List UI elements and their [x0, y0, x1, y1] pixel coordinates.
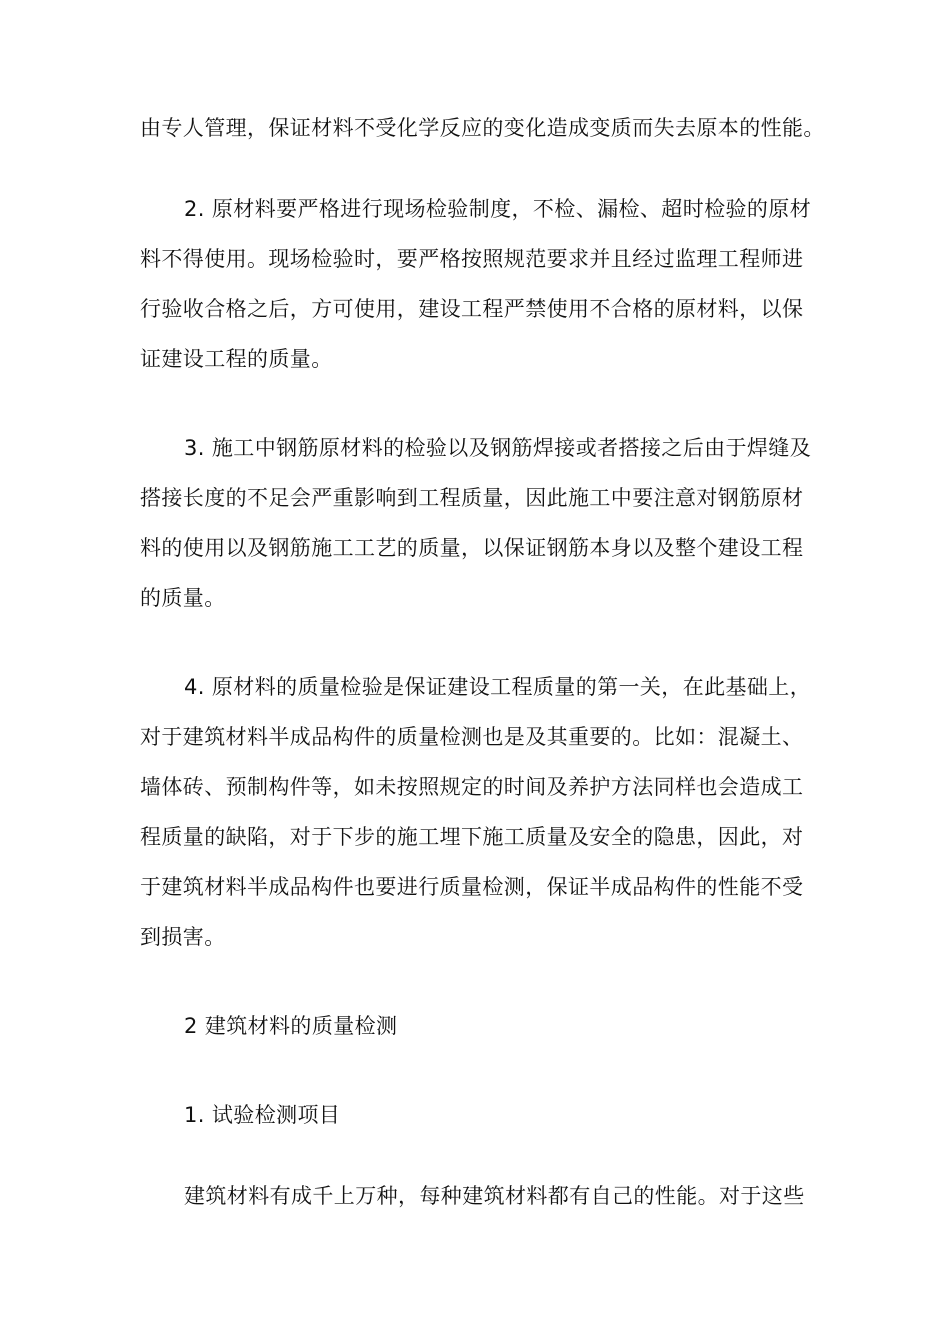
text-line: 料的使用以及钢筋施工工艺的质量，以保证钢筋本身以及整个建设工程	[140, 536, 804, 560]
section-heading: 2 建筑材料的质量检测	[184, 1014, 398, 1038]
text-line: 行验收合格之后，方可使用，建设工程严禁使用不合格的原材料，以保	[140, 297, 804, 321]
text-line: 由专人管理，保证材料不受化学反应的变化造成变质而失去原本的性能。	[140, 116, 825, 140]
text-line: 的质量。	[140, 586, 226, 610]
subsection-heading: 1. 试验检测项目	[184, 1103, 341, 1127]
paragraph-start-line: 建筑材料有成千上万种，每种建筑材料都有自己的性能。对于这些	[184, 1184, 805, 1208]
list-item-2-line: 2. 原材料要严格进行现场检验制度，不检、漏检、超时检验的原材	[184, 197, 812, 221]
text-line: 于建筑材料半成品构件也要进行质量检测，保证半成品构件的性能不受	[140, 875, 804, 899]
text-line: 搭接长度的不足会严重影响到工程质量，因此施工中要注意对钢筋原材	[140, 486, 804, 510]
list-item-4-line: 4. 原材料的质量检验是保证建设工程质量的第一关，在此基础上，	[184, 675, 812, 699]
text-line: 料不得使用。现场检验时，要严格按照规范要求并且经过监理工程师进	[140, 247, 804, 271]
text-line: 到损害。	[140, 925, 226, 949]
text-line: 证建设工程的质量。	[140, 347, 333, 371]
text-line: 对于建筑材料半成品构件的质量检测也是及其重要的。比如：混凝土、	[140, 725, 804, 749]
text-line: 程质量的缺陷，对于下步的施工埋下施工质量及安全的隐患，因此，对	[140, 825, 804, 849]
list-item-3-line: 3. 施工中钢筋原材料的检验以及钢筋焊接或者搭接之后由于焊缝及	[184, 436, 812, 460]
text-line: 墙体砖、预制构件等，如未按照规定的时间及养护方法同样也会造成工	[140, 775, 804, 799]
